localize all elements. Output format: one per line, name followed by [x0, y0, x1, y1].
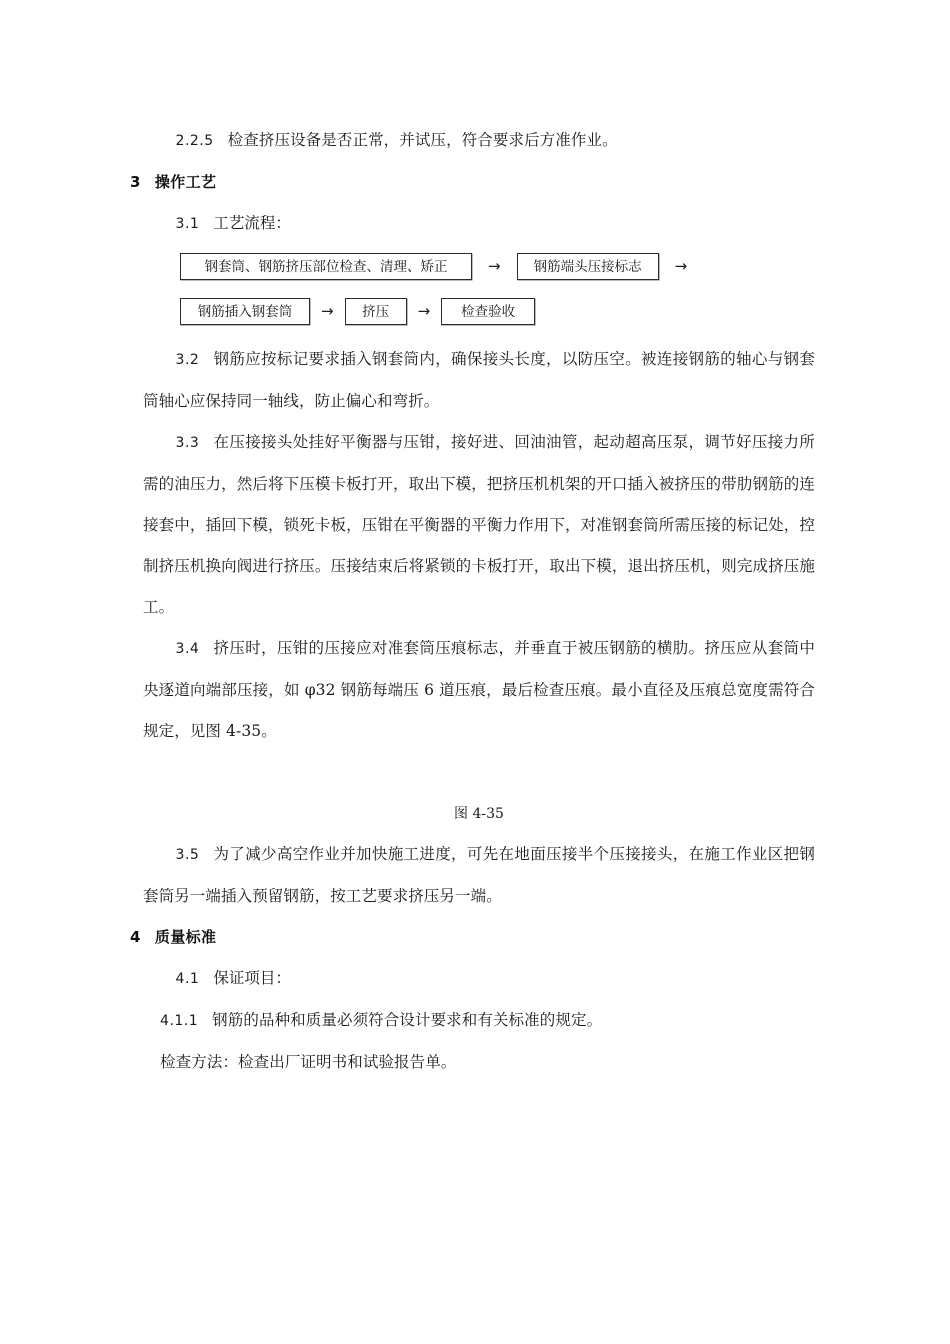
top-margin-spacer [143, 0, 815, 120]
paragraph-3-3 [143, 422, 815, 628]
paragraph-text-3-4: 挤压时，压钳的压接应对准套筒压痕标志，并垂直于被压钢筋的横肋。挤压应从套筒中央逐道向端部压接，如 φ32 钢筋每端压 6 道压痕，最后检查压痕。最小直径及压痕总宽度需符合规定，见图 4-35。 [143, 639, 815, 740]
document-body [130, 0, 815, 1083]
paragraph-text-2-2-5: 检查挤压设备是否正常，并试压，符合要求后方准作业。 [227, 131, 618, 149]
flow-arrow-icon: → [417, 301, 431, 320]
paragraph-4-1 [143, 958, 815, 1000]
flow-box-inspect-clean-straighten: 钢套筒、钢筋挤压部位检查、清理、矫正 [180, 253, 472, 280]
figure-caption-4-35: 图 4-35 [454, 806, 504, 822]
flow-arrow-icon: → [674, 256, 688, 275]
paragraph-number-2-2-5: 2.2.5 [175, 133, 214, 149]
paragraph-number-4-1-1: 4.1.1 [160, 1013, 199, 1029]
flowchart-row-2 [180, 294, 815, 328]
flowchart-row-1 [180, 249, 815, 283]
paragraph-3-2 [143, 339, 815, 422]
paragraph-number-4-1: 4.1 [175, 971, 200, 987]
section-title-4: 质量标准 [154, 928, 217, 946]
section-title-3: 操作工艺 [154, 173, 217, 191]
section-number-4: 4 [130, 928, 141, 946]
paragraph-2-2-5 [143, 120, 815, 162]
section-heading-4 [130, 917, 815, 958]
paragraph-number-3-2: 3.2 [175, 352, 200, 368]
figure-placeholder [143, 752, 815, 794]
process-flowchart [180, 249, 815, 328]
paragraph-text-3-2: 钢筋应按标记要求插入钢套筒内，确保接头长度，以防压空。被连接钢筋的轴心与钢套筒轴心应保持同一轴线，防止偏心和弯折。 [143, 350, 815, 410]
paragraph-text-4-1: 保证项目： [213, 969, 291, 987]
paragraph-number-3-3: 3.3 [175, 435, 200, 451]
flow-box-extrusion: 挤压 [345, 298, 407, 325]
paragraph-number-3-1: 3.1 [175, 216, 200, 232]
paragraph-3-4 [143, 628, 815, 752]
paragraph-4-1-1 [143, 1000, 815, 1042]
paragraph-text-3-5: 为了减少高空作业并加快施工进度，可先在地面压接半个压接接头，在施工作业区把钢套筒另一端插入预留钢筋，按工艺要求挤压另一端。 [143, 845, 815, 905]
section-heading-3 [130, 162, 815, 203]
flow-box-insert-rebar: 钢筋插入钢套筒 [180, 298, 310, 325]
flow-arrow-icon: → [321, 301, 334, 320]
paragraph-number-3-5: 3.5 [175, 847, 200, 863]
paragraph-text-3-1: 工艺流程： [213, 214, 291, 232]
flow-arrow-icon: → [488, 256, 501, 275]
paragraph-text-4-1-1: 钢筋的品种和质量必须符合设计要求和有关标准的规定。 [212, 1011, 603, 1029]
paragraph-inspection-method: 检查方法：检查出厂证明书和试验报告单。 [160, 1053, 457, 1071]
flow-box-end-marking: 钢筋端头压接标志 [517, 253, 659, 280]
paragraph-3-1 [143, 203, 815, 245]
flow-box-inspection-acceptance: 检查验收 [441, 298, 535, 325]
paragraph-number-3-4: 3.4 [175, 641, 200, 657]
paragraph-3-5 [143, 834, 815, 917]
paragraph-text-3-3: 在压接接头处挂好平衡器与压钳，接好进、回油油管，起动超高压泵，调节好压接力所需的油压力，然后将下压模卡板打开，取出下模，把挤压机机架的开口插入被挤压的带肋钢筋的连接套中，插回下模，锁死卡板，压钳在平衡器的平衡力作用下，对准钢套筒所需压接的标记处，控制挤压机换向阀进行挤压。压接结束后将紧锁的卡板打开，取出下模，退出挤压机，则完成挤压施工。 [143, 433, 815, 616]
section-number-3: 3 [130, 173, 141, 191]
